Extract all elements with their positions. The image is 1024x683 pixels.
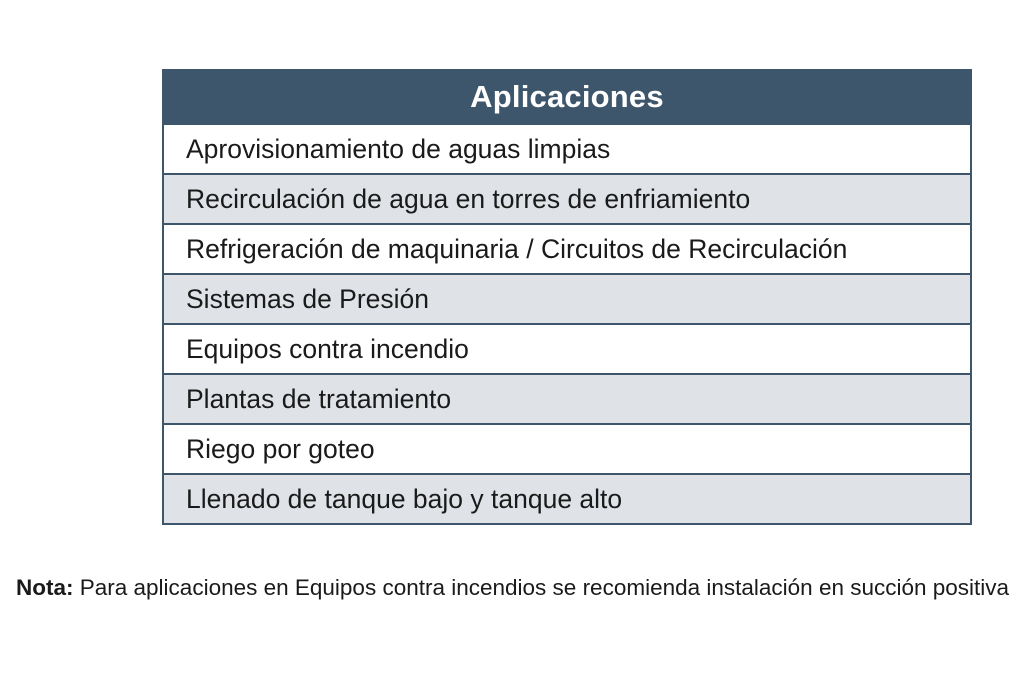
table-row: Plantas de tratamiento bbox=[164, 373, 970, 423]
note-label: Nota: bbox=[16, 575, 74, 600]
table-row: Llenado de tanque bajo y tanque alto bbox=[164, 473, 970, 523]
table-header: Aplicaciones bbox=[164, 71, 970, 123]
note-paragraph bbox=[16, 572, 1016, 604]
applications-table bbox=[162, 69, 972, 525]
table-row: Equipos contra incendio bbox=[164, 323, 970, 373]
table-row: Aprovisionamiento de aguas limpias bbox=[164, 123, 970, 173]
table-row: Sistemas de Presión bbox=[164, 273, 970, 323]
table-row: Riego por goteo bbox=[164, 423, 970, 473]
note-text: Para aplicaciones en Equipos contra incendios se recomienda instalación en succión positiva bbox=[73, 575, 1010, 600]
table-row: Refrigeración de maquinaria / Circuitos de Recirculación bbox=[164, 223, 970, 273]
table-row: Recirculación de agua en torres de enfriamiento bbox=[164, 173, 970, 223]
